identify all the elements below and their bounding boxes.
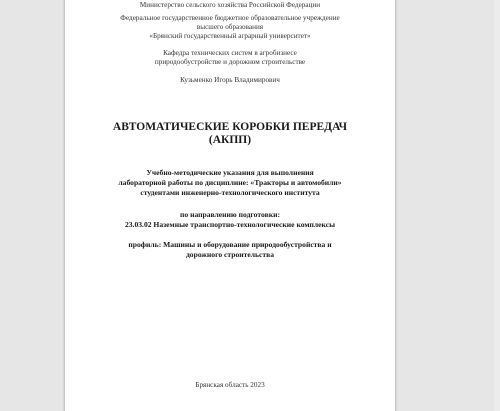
document-title-line-1: АВТОМАТИЧЕСКИЕ КОРОБКИ ПЕРЕДАЧ <box>112 121 348 133</box>
document-page <box>65 0 395 411</box>
document-title-line-2: (АКПП) <box>208 134 252 146</box>
institution-line-1: Федеральное государственное бюджетное образовательное учреждение <box>120 14 340 22</box>
institution-line-3: «Брянский государственный аграрный университет» <box>149 32 311 40</box>
department-line-1: Кафедра технических систем в агробизнесе <box>163 49 297 57</box>
subtitle-line-3: студентами инженерно-технологического института <box>140 188 320 197</box>
subtitle-line-1: Учебно-методические указания для выполнения <box>146 168 314 177</box>
subtitle-line-2: лабораторной работы по дисциплине: «Тракторы и автомобили» <box>118 178 342 187</box>
department-line-2: природообустройстве и дорожном строительстве <box>154 58 306 66</box>
footer-place-year: Брянская область 2023 <box>195 381 265 389</box>
ministry-line: Министерство сельского хозяйства Российской Федерации <box>139 1 321 9</box>
direction-line-2: 23.03.02 Наземные транспортно-технологические комплексы <box>124 220 336 229</box>
profile-line-1: профиль: Машины и оборудование природообустройства и <box>128 240 332 249</box>
institution-line-2: высшего образования <box>196 23 264 31</box>
author-name: Кузьменко Игорь Владимирович <box>180 76 280 84</box>
profile-line-2: дорожного строительства <box>185 250 275 259</box>
direction-line-1: по направлению подготовки: <box>180 210 280 219</box>
vertical-scrollbar[interactable] <box>494 0 500 411</box>
